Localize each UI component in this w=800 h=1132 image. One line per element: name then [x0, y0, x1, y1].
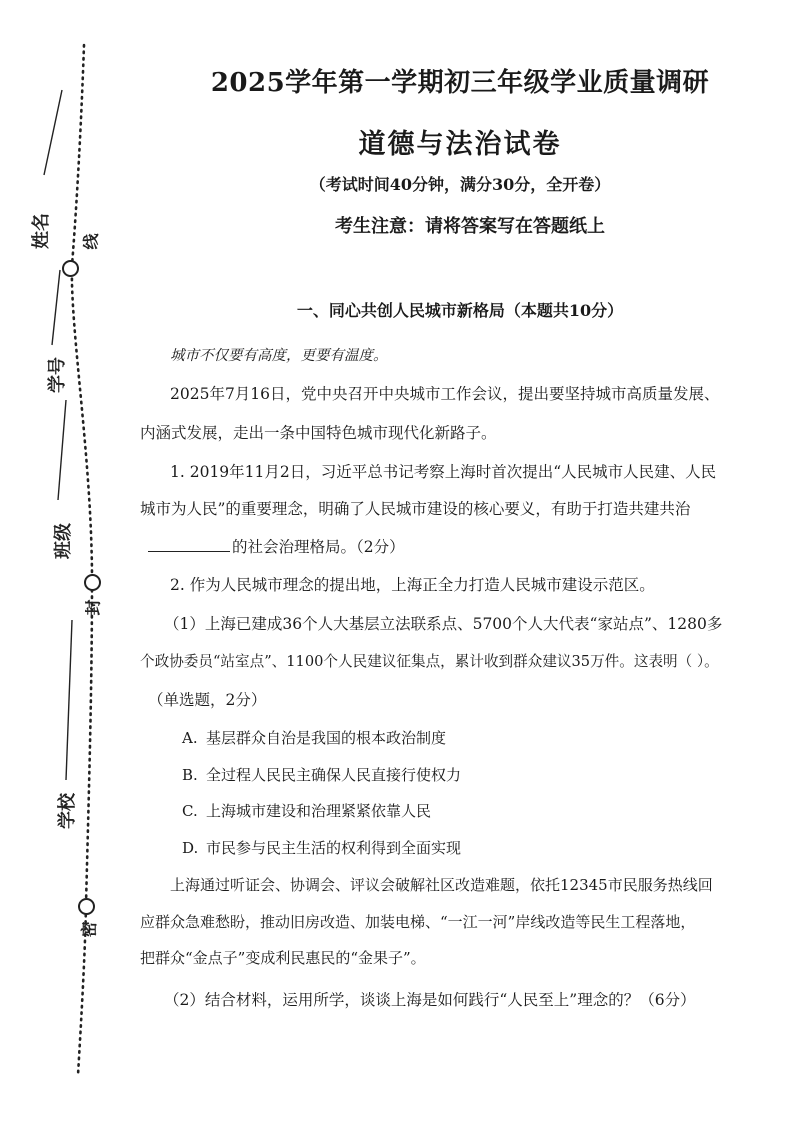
- option-a[interactable]: [182, 727, 446, 748]
- candidate-notice: 考生注意：请将答案写在答题纸上: [335, 216, 605, 237]
- seal-ring-secret: [78, 898, 95, 915]
- student-id-label: 学号: [47, 357, 68, 393]
- question-1-line-3: [148, 535, 405, 557]
- seal-word-line: 线: [81, 233, 101, 250]
- exam-title: 2025学年第一学期初三年级学业质量调研: [210, 68, 710, 98]
- option-b-text: 全过程人民民主确保人民直接行使权力: [206, 766, 462, 784]
- question-2-1-line-1: （1）上海已建成36个人大基层立法联系点、5700个人大代表“家站点”、1280多: [164, 615, 723, 633]
- seal-word-seal: 封: [83, 599, 103, 616]
- section-heading: 一、同心共创人民城市新格局（本题共10分）: [296, 301, 624, 320]
- intro-line-2: 内涵式发展，走出一条中国特色城市现代化新路子。: [140, 424, 497, 442]
- option-b-label: B.: [182, 766, 198, 784]
- option-d-text: 市民参与民主生活的权利得到全面实现: [206, 839, 462, 857]
- question-1-line-2: 城市为人民”的重要理念，明确了人民城市建设的核心要义，有助于打造共建共治: [140, 500, 691, 518]
- intro-line-1: 2025年7月16日，党中央召开中央城市工作会议，提出要坚持城市高质量发展、: [170, 385, 720, 403]
- exam-info: （考试时间40分钟，满分30分，全开卷）: [309, 175, 611, 194]
- question-2-2: （2）结合材料，运用所学，谈谈上海是如何践行“人民至上”理念的？（6分）: [164, 991, 696, 1009]
- question-2-1-line-3: （单选题，2分）: [148, 691, 267, 709]
- option-c-text: 上海城市建设和治理紧紧依靠人民: [206, 802, 432, 820]
- motto-line: 城市不仅要有高度，更要有温度。: [170, 348, 388, 364]
- answer-blank[interactable]: [148, 537, 230, 552]
- school-label: 学校: [57, 793, 78, 829]
- option-a-text: 基层群众自治是我国的根本政治制度: [206, 729, 447, 747]
- option-c[interactable]: [182, 800, 431, 821]
- option-c-label: C.: [182, 802, 198, 820]
- question-1-line-1: 1. 2019年11月2日，习近平总书记考察上海时首次提出“人民城市人民建、人民: [170, 463, 717, 481]
- question-2-1-line-2: 个政协委员“站室点”、1100个人民建议征集点，累计收到群众建议35万件。这表明（ ）。: [140, 653, 719, 670]
- question-1-line-3-text: 的社会治理格局。（2分）: [232, 538, 405, 556]
- binding-line-drawing: [0, 0, 120, 1132]
- option-d-label: D.: [182, 839, 199, 857]
- binding-margin: [0, 0, 120, 1132]
- question-2-intro: 2. 作为人民城市理念的提出地，上海正全力打造人民城市建设示范区。: [170, 576, 655, 594]
- seal-ring-seal: [84, 574, 101, 591]
- name-label: 姓名: [31, 213, 52, 249]
- seal-word-secret: 密: [79, 921, 99, 938]
- material-line-2: 应群众急难愁盼，推动旧房改造、加装电梯、“一江一河”岸线改造等民生工程落地，: [140, 913, 696, 931]
- option-a-label: A.: [182, 729, 198, 747]
- seal-ring-line: [62, 260, 79, 277]
- option-d[interactable]: [182, 837, 461, 858]
- exam-subject: 道德与法治试卷: [358, 129, 562, 160]
- option-b[interactable]: [182, 764, 461, 785]
- material-line-3: 把群众“金点子”变成利民惠民的“金果子”。: [140, 949, 426, 967]
- material-line-1: 上海通过听证会、协调会、评议会破解社区改造难题，依托12345市民服务热线回: [170, 876, 713, 894]
- class-label: 班级: [53, 523, 74, 559]
